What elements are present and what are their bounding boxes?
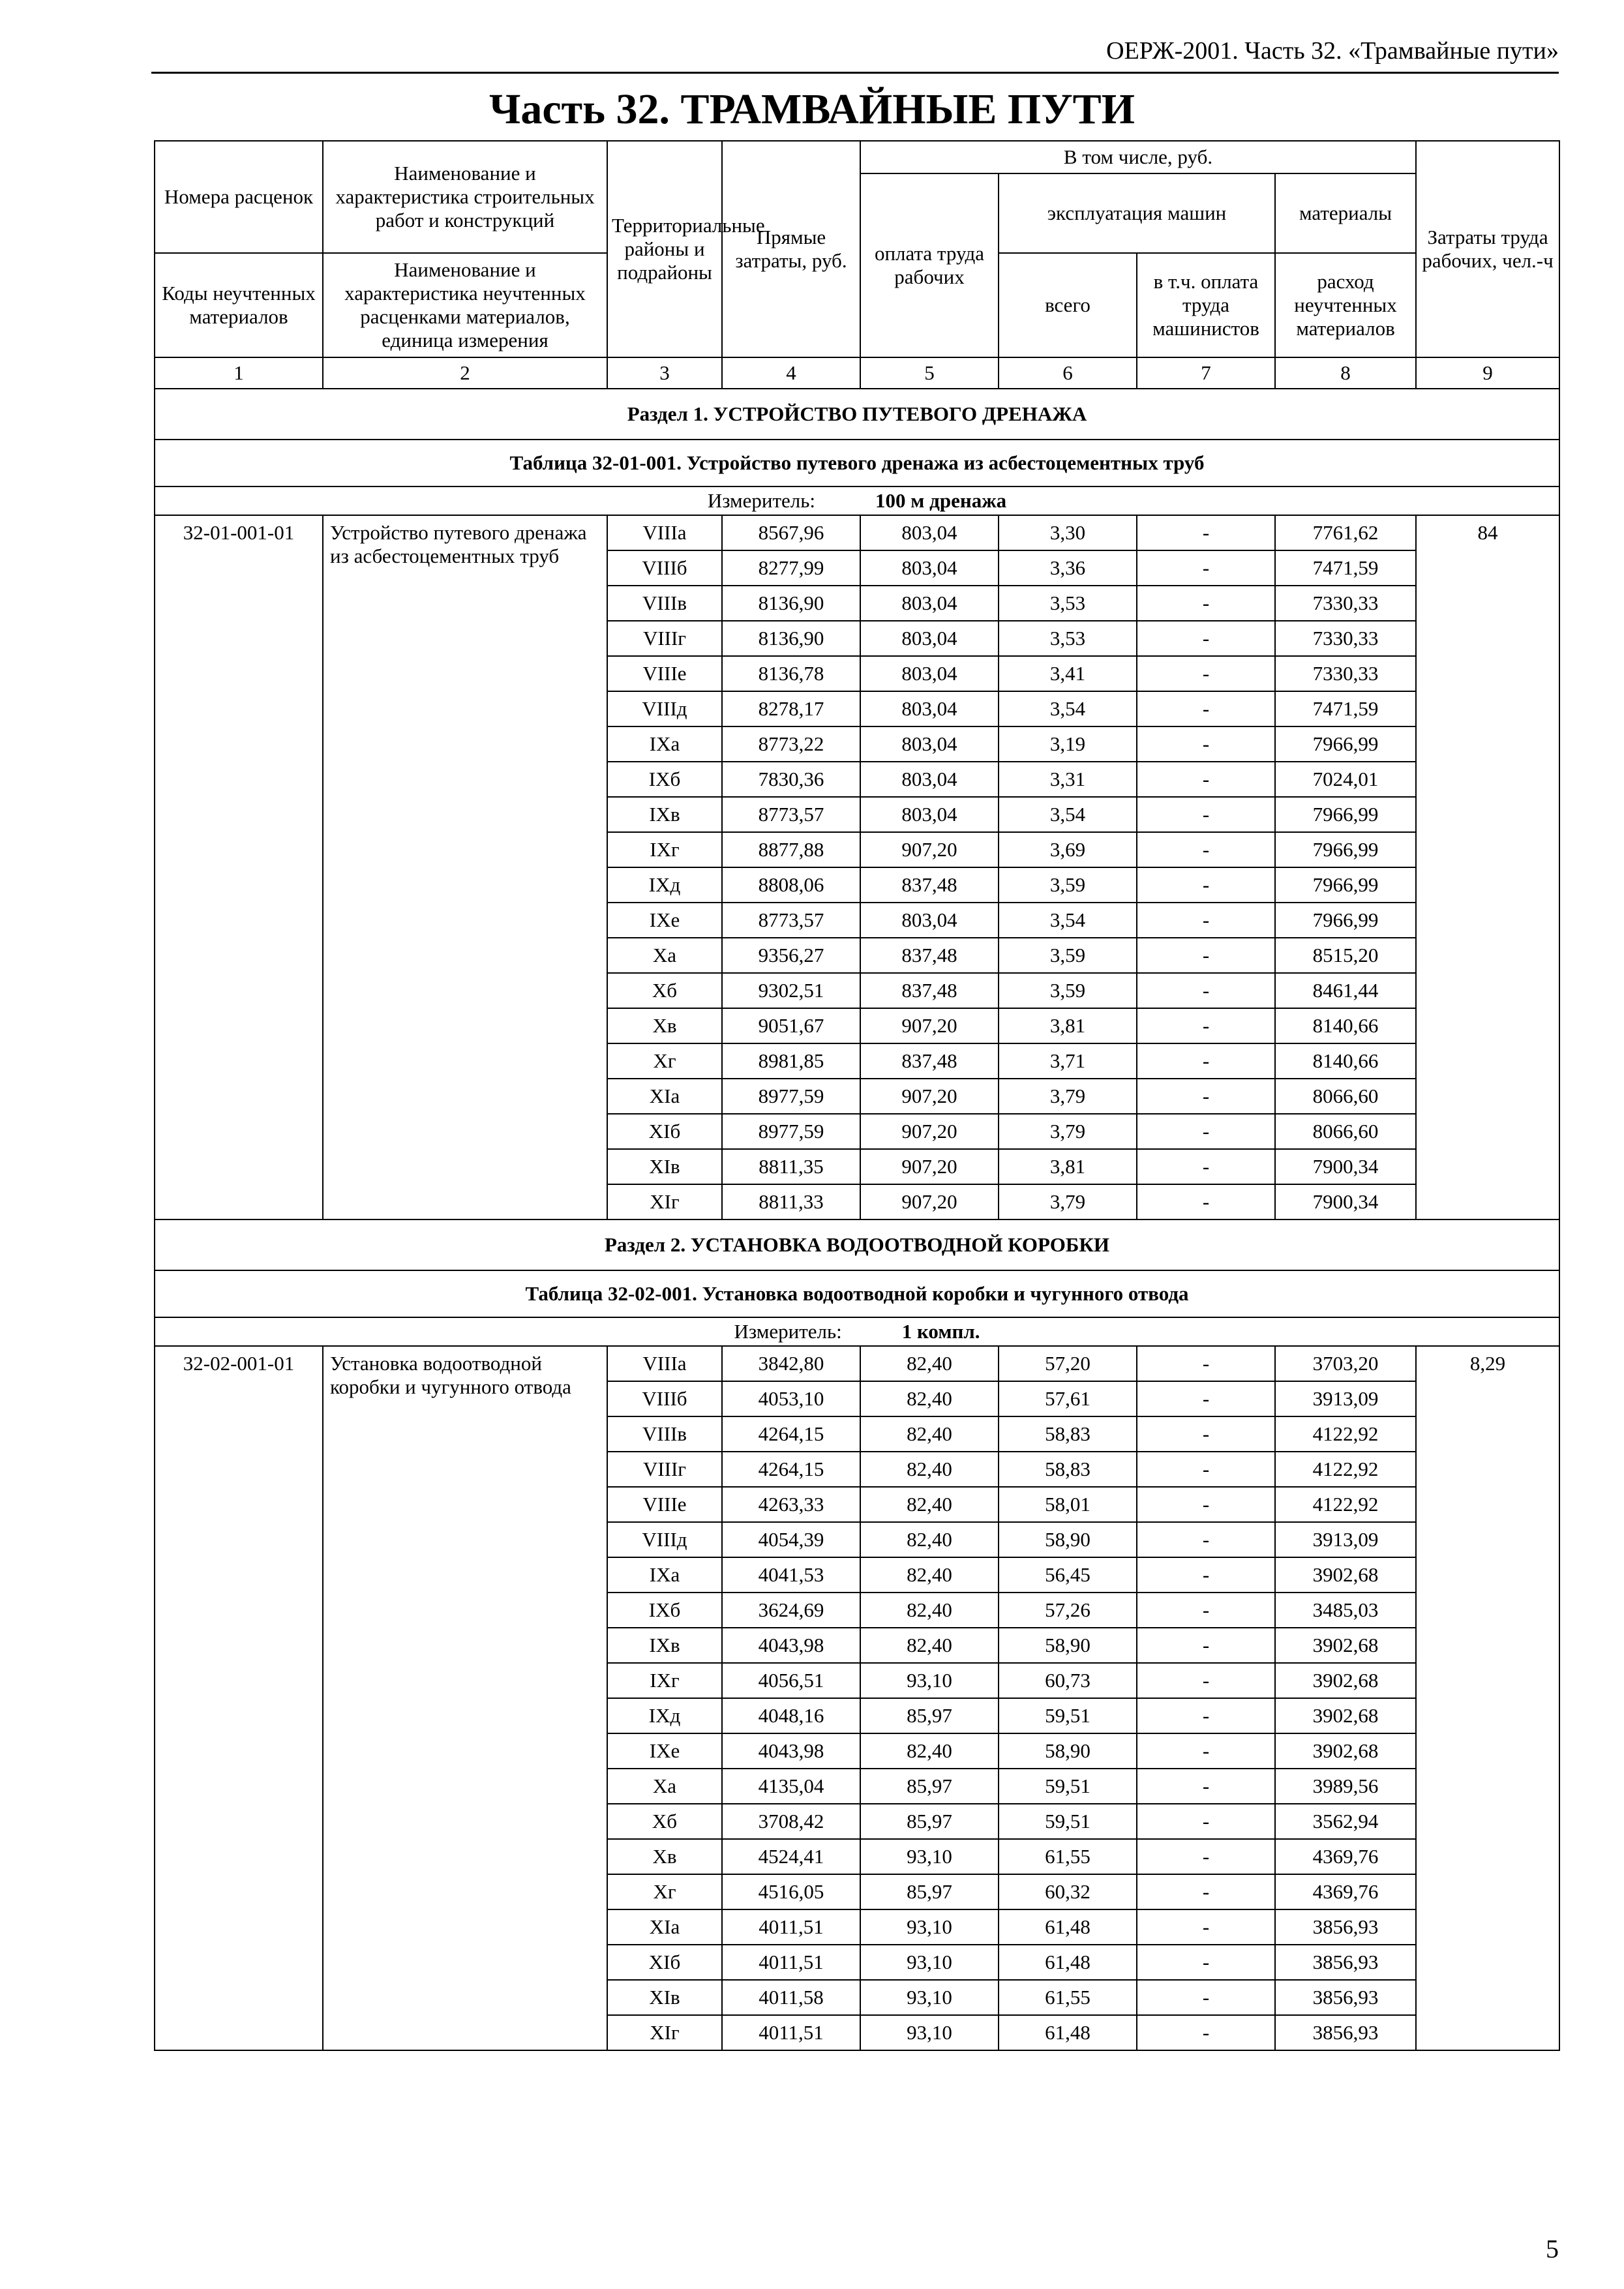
machinist-wage-cell: - [1137,1149,1275,1184]
territory-cell: XIа [607,1909,722,1945]
materials-cell: 8461,44 [1275,973,1416,1008]
running-header: ОЕРЖ-2001. Часть 32. «Трамвайные пути» [1106,37,1559,65]
machines-total-cell: 3,59 [999,867,1137,903]
territory-cell: Xб [607,1804,722,1839]
machinist-wage-cell: - [1137,1114,1275,1149]
labor-wage-cell: 82,40 [860,1557,999,1593]
direct-cost-cell: 4056,51 [722,1663,860,1698]
materials-cell: 7330,33 [1275,656,1416,691]
measure-label: Измеритель: [734,1320,842,1343]
materials-cell: 4369,76 [1275,1839,1416,1874]
machinist-wage-cell: - [1137,762,1275,797]
labor-wage-cell: 803,04 [860,621,999,656]
direct-cost-cell: 4011,51 [722,1909,860,1945]
machinist-wage-cell: - [1137,938,1275,973]
machinist-wage-cell: - [1137,1487,1275,1522]
machines-total-cell: 60,32 [999,1874,1137,1909]
page-title: Часть 32. ТРАМВАЙНЫЕ ПУТИ [489,85,1135,133]
direct-cost-cell: 4011,51 [722,1945,860,1980]
labor-wage-cell: 85,97 [860,1769,999,1804]
machines-total-cell: 57,61 [999,1381,1137,1416]
labor-wage-cell: 82,40 [860,1452,999,1487]
labor-wage-cell: 907,20 [860,1008,999,1043]
col1-header-bottom: Коды неучтенных материалов [155,253,323,357]
direct-cost-cell: 8136,90 [722,621,860,656]
territory-cell: Xа [607,1769,722,1804]
labor-wage-cell: 85,97 [860,1874,999,1909]
machines-total-cell: 3,79 [999,1184,1137,1219]
machines-total-cell: 3,71 [999,1043,1137,1079]
labor-wage-cell: 82,40 [860,1593,999,1628]
territory-cell: Xг [607,1874,722,1909]
direct-cost-cell: 4041,53 [722,1557,860,1593]
labor-wage-cell: 93,10 [860,1945,999,1980]
materials-cell: 3913,09 [1275,1381,1416,1416]
column-number: 2 [323,357,607,389]
machines-total-cell: 58,90 [999,1522,1137,1557]
labor-wage-cell: 803,04 [860,586,999,621]
column-number: 3 [607,357,722,389]
territory-cell: VIIIб [607,550,722,586]
materials-cell: 3913,09 [1275,1522,1416,1557]
direct-cost-cell: 7830,36 [722,762,860,797]
column-number: 7 [1137,357,1275,389]
territory-cell: VIIIд [607,1522,722,1557]
col7-header: в т.ч. оплата труда машинистов [1137,253,1275,357]
machines-total-cell: 57,26 [999,1593,1137,1628]
machinist-wage-cell: - [1137,1663,1275,1698]
materials-cell: 7966,99 [1275,797,1416,832]
machines-total-cell: 3,69 [999,832,1137,867]
machinist-wage-cell: - [1137,515,1275,550]
territory-cell: XIг [607,1184,722,1219]
machines-total-cell: 56,45 [999,1557,1137,1593]
machines-total-cell: 3,81 [999,1008,1137,1043]
direct-cost-cell: 4135,04 [722,1769,860,1804]
machinist-wage-cell: - [1137,1628,1275,1663]
col9-header: Затраты труда рабочих, чел.-ч [1416,141,1559,357]
column-number: 8 [1275,357,1416,389]
machines-total-cell: 3,36 [999,550,1137,586]
direct-cost-cell: 9356,27 [722,938,860,973]
machines-total-cell: 59,51 [999,1698,1137,1733]
direct-cost-cell: 4264,15 [722,1416,860,1452]
direct-cost-cell: 9051,67 [722,1008,860,1043]
machines-total-cell: 3,54 [999,903,1137,938]
direct-cost-cell: 9302,51 [722,973,860,1008]
labor-hours: 8,29 [1416,1346,1559,2050]
direct-cost-cell: 8981,85 [722,1043,860,1079]
machinist-wage-cell: - [1137,1381,1275,1416]
territory-cell: Xв [607,1008,722,1043]
direct-cost-cell: 4011,58 [722,1980,860,2015]
labor-wage-cell: 907,20 [860,832,999,867]
measure-value: 100 м дренажа [875,489,1007,512]
machinist-wage-cell: - [1137,726,1275,762]
direct-cost-cell: 8977,59 [722,1079,860,1114]
materials-header: материалы [1275,173,1416,253]
materials-cell: 7966,99 [1275,867,1416,903]
direct-cost-cell: 8811,33 [722,1184,860,1219]
measure-value: 1 компл. [901,1320,980,1343]
territory-cell: IXд [607,1698,722,1733]
machines-header: эксплуатация машин [999,173,1275,253]
territory-cell: IXг [607,832,722,867]
territory-cell: IXв [607,797,722,832]
labor-wage-cell: 837,48 [860,938,999,973]
col3-header: Территориальные районы и подрайоны [607,141,722,357]
labor-wage-cell: 93,10 [860,1663,999,1698]
table-title: Таблица 32-02-001. Установка водоотводной коробки и чугунного отвода [155,1270,1559,1317]
direct-cost-cell: 8977,59 [722,1114,860,1149]
table-title-row [155,1270,1559,1317]
labor-wage-cell: 803,04 [860,515,999,550]
machines-total-cell: 3,59 [999,973,1137,1008]
territory-cell: VIIIг [607,1452,722,1487]
territory-cell: Xв [607,1839,722,1874]
labor-wage-cell: 907,20 [860,1149,999,1184]
territory-cell: IXв [607,1628,722,1663]
machines-total-cell: 3,30 [999,515,1137,550]
section-title: Раздел 2. УСТАНОВКА ВОДООТВОДНОЙ КОРОБКИ [155,1219,1559,1270]
machinist-wage-cell: - [1137,1346,1275,1381]
materials-cell: 3902,68 [1275,1628,1416,1663]
machinist-wage-cell: - [1137,691,1275,726]
machinist-wage-cell: - [1137,1452,1275,1487]
machines-total-cell: 61,55 [999,1980,1137,2015]
direct-cost-cell: 8773,57 [722,797,860,832]
materials-cell: 3902,68 [1275,1557,1416,1593]
direct-cost-cell: 3708,42 [722,1804,860,1839]
machinist-wage-cell: - [1137,1839,1275,1874]
header-rule [151,72,1559,74]
col4-header: Прямые затраты, руб. [722,141,860,357]
machinist-wage-cell: - [1137,550,1275,586]
materials-cell: 3703,20 [1275,1346,1416,1381]
direct-cost-cell: 8773,22 [722,726,860,762]
territory-cell: VIIIд [607,691,722,726]
territory-cell: VIIIе [607,656,722,691]
page-number: 5 [1546,2234,1559,2264]
labor-wage-cell: 82,40 [860,1487,999,1522]
machines-total-cell: 61,55 [999,1839,1137,1874]
column-number: 1 [155,357,323,389]
column-number: 5 [860,357,999,389]
materials-cell: 3485,03 [1275,1593,1416,1628]
rate-code: 32-01-001-01 [155,515,323,1219]
labor-wage-cell: 803,04 [860,726,999,762]
direct-cost-cell: 8811,35 [722,1149,860,1184]
materials-cell: 3902,68 [1275,1663,1416,1698]
direct-cost-cell: 4516,05 [722,1874,860,1909]
col2-header-top: Наименование и характеристика строительных работ и конструкций [323,141,607,253]
labor-wage-cell: 93,10 [860,1980,999,2015]
column-number: 6 [999,357,1137,389]
table-row [155,1346,1559,1381]
table-title-row [155,440,1559,486]
labor-wage-cell: 82,40 [860,1628,999,1663]
materials-cell: 7330,33 [1275,621,1416,656]
materials-cell: 8066,60 [1275,1079,1416,1114]
machines-total-cell: 59,51 [999,1769,1137,1804]
materials-cell: 3562,94 [1275,1804,1416,1839]
labor-wage-cell: 803,04 [860,550,999,586]
materials-cell: 7966,99 [1275,832,1416,867]
direct-cost-cell: 4053,10 [722,1381,860,1416]
column-number: 9 [1416,357,1559,389]
direct-cost-cell: 4011,51 [722,2015,860,2050]
column-number-row [155,357,1559,389]
direct-cost-cell: 8808,06 [722,867,860,903]
machinist-wage-cell: - [1137,1769,1275,1804]
materials-cell: 8515,20 [1275,938,1416,973]
measure-label: Измеритель: [707,489,816,512]
machinist-wage-cell: - [1137,586,1275,621]
machinist-wage-cell: - [1137,2015,1275,2050]
table-row [155,515,1559,550]
section-title: Раздел 1. УСТРОЙСТВО ПУТЕВОГО ДРЕНАЖА [155,389,1559,440]
machines-total-cell: 3,53 [999,621,1137,656]
materials-cell: 7330,33 [1275,586,1416,621]
labor-wage-cell: 93,10 [860,2015,999,2050]
materials-cell: 7900,34 [1275,1184,1416,1219]
materials-cell: 7761,62 [1275,515,1416,550]
materials-cell: 8066,60 [1275,1114,1416,1149]
machinist-wage-cell: - [1137,1079,1275,1114]
machines-total-cell: 61,48 [999,1945,1137,1980]
machinist-wage-cell: - [1137,1184,1275,1219]
direct-cost-cell: 3842,80 [722,1346,860,1381]
machines-total-cell: 3,41 [999,656,1137,691]
machinist-wage-cell: - [1137,1522,1275,1557]
labor-wage-cell: 837,48 [860,973,999,1008]
work-name: Установка водоотводной коробки и чугунного отвода [323,1346,607,2050]
materials-cell: 7966,99 [1275,903,1416,938]
materials-cell: 3856,93 [1275,2015,1416,2050]
machinist-wage-cell: - [1137,1945,1275,1980]
machinist-wage-cell: - [1137,1416,1275,1452]
territory-cell: VIIIе [607,1487,722,1522]
labor-hours: 84 [1416,515,1559,1219]
materials-cell: 7471,59 [1275,691,1416,726]
table-title: Таблица 32-01-001. Устройство путевого дренажа из асбестоцементных труб [155,440,1559,486]
territory-cell: VIIIв [607,586,722,621]
materials-cell: 4369,76 [1275,1874,1416,1909]
territory-cell: IXе [607,1733,722,1769]
machinist-wage-cell: - [1137,797,1275,832]
territory-cell: XIв [607,1980,722,2015]
direct-cost-cell: 3624,69 [722,1593,860,1628]
territory-cell: Xа [607,938,722,973]
machinist-wage-cell: - [1137,1008,1275,1043]
machines-total-cell: 58,83 [999,1452,1137,1487]
materials-cell: 4122,92 [1275,1487,1416,1522]
direct-cost-cell: 8277,99 [722,550,860,586]
machinist-wage-cell: - [1137,1874,1275,1909]
machines-total-cell: 3,59 [999,938,1137,973]
materials-cell: 7471,59 [1275,550,1416,586]
territory-cell: VIIIб [607,1381,722,1416]
machines-total-cell: 3,53 [999,586,1137,621]
territory-cell: IXа [607,726,722,762]
section-row [155,1219,1559,1270]
rate-code: 32-02-001-01 [155,1346,323,2050]
measure-cell [155,486,1559,515]
labor-wage-cell: 93,10 [860,1909,999,1945]
measure-row [155,1317,1559,1346]
territory-cell: XIб [607,1114,722,1149]
machinist-wage-cell: - [1137,1804,1275,1839]
col1-header-top: Номера расценок [155,141,323,253]
machines-total-cell: 57,20 [999,1346,1137,1381]
labor-wage-cell: 837,48 [860,867,999,903]
labor-wage-cell: 85,97 [860,1804,999,1839]
labor-wage-cell: 907,20 [860,1114,999,1149]
labor-wage-cell: 803,04 [860,903,999,938]
machines-total-cell: 61,48 [999,1909,1137,1945]
machinist-wage-cell: - [1137,621,1275,656]
materials-cell: 3856,93 [1275,1945,1416,1980]
machines-total-cell: 58,90 [999,1733,1137,1769]
machinist-wage-cell: - [1137,656,1275,691]
materials-cell: 7900,34 [1275,1149,1416,1184]
territory-cell: XIв [607,1149,722,1184]
territory-cell: IXб [607,1593,722,1628]
materials-cell: 3902,68 [1275,1698,1416,1733]
machinist-wage-cell: - [1137,867,1275,903]
machines-total-cell: 61,48 [999,2015,1137,2050]
machines-total-cell: 58,90 [999,1628,1137,1663]
direct-cost-cell: 4043,98 [722,1733,860,1769]
labor-wage-cell: 803,04 [860,691,999,726]
machines-total-cell: 3,54 [999,797,1137,832]
machinist-wage-cell: - [1137,1593,1275,1628]
col8-header: расход неучтенных материалов [1275,253,1416,357]
machinist-wage-cell: - [1137,1733,1275,1769]
machines-total-cell: 58,01 [999,1487,1137,1522]
materials-cell: 3989,56 [1275,1769,1416,1804]
measure-row [155,486,1559,515]
labor-wage-cell: 803,04 [860,656,999,691]
materials-cell: 7024,01 [1275,762,1416,797]
territory-cell: XIа [607,1079,722,1114]
labor-wage-cell: 907,20 [860,1079,999,1114]
machines-total-cell: 3,54 [999,691,1137,726]
territory-cell: IXа [607,1557,722,1593]
materials-cell: 3856,93 [1275,1909,1416,1945]
materials-cell: 3902,68 [1275,1733,1416,1769]
territory-cell: IXг [607,1663,722,1698]
labor-wage-cell: 837,48 [860,1043,999,1079]
machines-total-cell: 60,73 [999,1663,1137,1698]
col5-header: оплата труда рабочих [860,173,999,357]
group-header: В том числе, руб. [860,141,1416,173]
col6-header: всего [999,253,1137,357]
machinist-wage-cell: - [1137,973,1275,1008]
labor-wage-cell: 93,10 [860,1839,999,1874]
labor-wage-cell: 803,04 [860,762,999,797]
machinist-wage-cell: - [1137,1909,1275,1945]
machinist-wage-cell: - [1137,1980,1275,2015]
section-row [155,389,1559,440]
materials-cell: 8140,66 [1275,1008,1416,1043]
machines-total-cell: 58,83 [999,1416,1137,1452]
direct-cost-cell: 4264,15 [722,1452,860,1487]
territory-cell: XIб [607,1945,722,1980]
territory-cell: Xг [607,1043,722,1079]
direct-cost-cell: 8567,96 [722,515,860,550]
direct-cost-cell: 4524,41 [722,1839,860,1874]
col2-header-bottom: Наименование и характеристика неучтенных расценками материалов, единица измерения [323,253,607,357]
machinist-wage-cell: - [1137,903,1275,938]
direct-cost-cell: 4263,33 [722,1487,860,1522]
materials-cell: 3856,93 [1275,1980,1416,2015]
labor-wage-cell: 82,40 [860,1522,999,1557]
labor-wage-cell: 82,40 [860,1381,999,1416]
measure-cell [155,1317,1559,1346]
machines-total-cell: 59,51 [999,1804,1137,1839]
direct-cost-cell: 8136,78 [722,656,860,691]
territory-cell: Xб [607,973,722,1008]
column-number: 4 [722,357,860,389]
direct-cost-cell: 8773,57 [722,903,860,938]
direct-cost-cell: 4054,39 [722,1522,860,1557]
labor-wage-cell: 85,97 [860,1698,999,1733]
machines-total-cell: 3,31 [999,762,1137,797]
materials-cell: 4122,92 [1275,1452,1416,1487]
rates-table [154,140,1560,2051]
labor-wage-cell: 82,40 [860,1416,999,1452]
territory-cell: VIIIа [607,515,722,550]
labor-wage-cell: 82,40 [860,1346,999,1381]
labor-wage-cell: 907,20 [860,1184,999,1219]
machines-total-cell: 3,19 [999,726,1137,762]
machines-total-cell: 3,81 [999,1149,1137,1184]
territory-cell: XIг [607,2015,722,2050]
territory-cell: VIIIг [607,621,722,656]
direct-cost-cell: 4043,98 [722,1628,860,1663]
direct-cost-cell: 8136,90 [722,586,860,621]
machinist-wage-cell: - [1137,1698,1275,1733]
machinist-wage-cell: - [1137,1557,1275,1593]
work-name: Устройство путевого дренажа из асбестоцементных труб [323,515,607,1219]
materials-cell: 7966,99 [1275,726,1416,762]
materials-cell: 8140,66 [1275,1043,1416,1079]
machinist-wage-cell: - [1137,832,1275,867]
territory-cell: IXе [607,903,722,938]
machinist-wage-cell: - [1137,1043,1275,1079]
machines-total-cell: 3,79 [999,1079,1137,1114]
labor-wage-cell: 82,40 [860,1733,999,1769]
territory-cell: VIIIа [607,1346,722,1381]
materials-cell: 4122,92 [1275,1416,1416,1452]
territory-cell: IXб [607,762,722,797]
machines-total-cell: 3,79 [999,1114,1137,1149]
labor-wage-cell: 803,04 [860,797,999,832]
direct-cost-cell: 8278,17 [722,691,860,726]
territory-cell: IXд [607,867,722,903]
direct-cost-cell: 8877,88 [722,832,860,867]
direct-cost-cell: 4048,16 [722,1698,860,1733]
territory-cell: VIIIв [607,1416,722,1452]
